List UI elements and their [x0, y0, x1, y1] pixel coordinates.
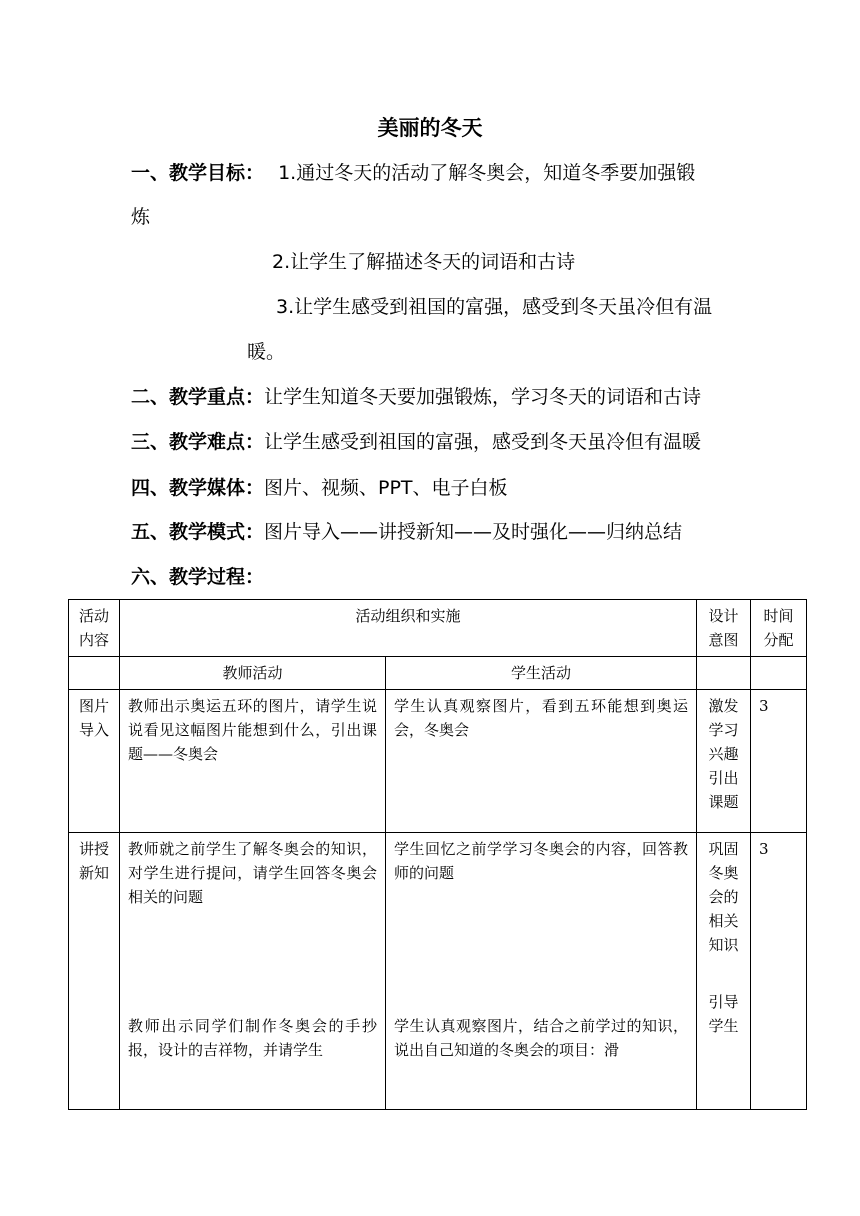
- teacher-activity-1: 教师就之前学生了解冬奥会的知识，对学生进行提问，请学生回答冬奥会相关的问题: [128, 840, 377, 906]
- header-teacher: 教师活动: [120, 657, 386, 690]
- header-content: 活动内容: [69, 600, 120, 657]
- row-content: 讲授新知: [69, 833, 120, 1110]
- table-header-row: [69, 600, 807, 657]
- goal-1-continued: 炼: [131, 206, 151, 228]
- row-time: 3: [751, 690, 807, 833]
- row-time: 3: [751, 833, 807, 1110]
- table-subheader-row: [69, 657, 807, 690]
- table-row: [69, 690, 807, 833]
- media-label: 四、教学媒体：: [131, 477, 265, 499]
- subheader-empty-2: [697, 657, 751, 690]
- media-line: [131, 474, 508, 502]
- header-student: 学生活动: [386, 657, 697, 690]
- mode-line: [131, 518, 682, 546]
- student-activity-1: 学生回忆之前学学习冬奥会的内容，回答教师的问题: [394, 840, 689, 882]
- row-teacher-activity: 教师出示奥运五环的图片，请学生说说看见这幅图片能想到什么，引出课题——冬奥会: [120, 690, 386, 833]
- document-title: 美丽的冬天: [377, 116, 483, 140]
- goal-2: 2.让学生了解描述冬天的词语和古诗: [272, 251, 576, 273]
- subheader-empty-1: [69, 657, 120, 690]
- header-time: 时间分配: [751, 600, 807, 657]
- row-student-activity: [386, 833, 697, 1110]
- process-label: 六、教学过程：: [131, 566, 265, 588]
- goals-line: [131, 159, 695, 187]
- difficult-points-line: [131, 428, 701, 456]
- mode-label: 五、教学模式：: [131, 521, 265, 543]
- key-points-text: 让学生知道冬天要加强锻炼，学习冬天的词语和古诗: [264, 386, 702, 408]
- key-points-line: [131, 383, 701, 411]
- row-intent: [697, 833, 751, 1110]
- teaching-process-table: [68, 599, 807, 1110]
- difficult-points-label: 三、教学难点：: [131, 431, 265, 453]
- subheader-empty-3: [751, 657, 807, 690]
- goal-3-continued: 暖。: [247, 341, 286, 363]
- student-activity-2: 学生认真观察图片，结合之前学过的知识，说出自己知道的冬奥会的项目：滑: [394, 1017, 689, 1059]
- teacher-activity-2: 教师出示同学们制作冬奥会的手抄报，设计的吉祥物，并请学生: [128, 1017, 377, 1059]
- row-student-activity: 学生认真观察图片，看到五环能想到奥运会，冬奥会: [386, 690, 697, 833]
- goals-label: 一、教学目标：: [131, 162, 265, 184]
- intent-1: 巩固冬奥会的相关知识: [708, 840, 739, 954]
- row-intent: 激发学习兴趣引出课题: [697, 690, 751, 833]
- intent-2: 引导学生: [708, 993, 739, 1035]
- process-line: [131, 563, 264, 591]
- media-text: 图片、视频、PPT、电子白板: [264, 477, 508, 499]
- table-row: [69, 833, 807, 1110]
- header-intent: 设计意图: [697, 600, 751, 657]
- goal-3: 3.让学生感受到祖国的富强，感受到冬天虽冷但有温: [276, 296, 713, 318]
- row-teacher-activity: [120, 833, 386, 1110]
- header-organize: 活动组织和实施: [120, 600, 697, 657]
- mode-text: 图片导入——讲授新知——及时强化——归纳总结: [264, 521, 683, 543]
- row-content: 图片导入: [69, 690, 120, 833]
- goal-1: 1.通过冬天的活动了解冬奥会，知道冬季要加强锻: [278, 162, 696, 184]
- difficult-points-text: 让学生感受到祖国的富强，感受到冬天虽冷但有温暖: [264, 431, 702, 453]
- key-points-label: 二、教学重点：: [131, 386, 265, 408]
